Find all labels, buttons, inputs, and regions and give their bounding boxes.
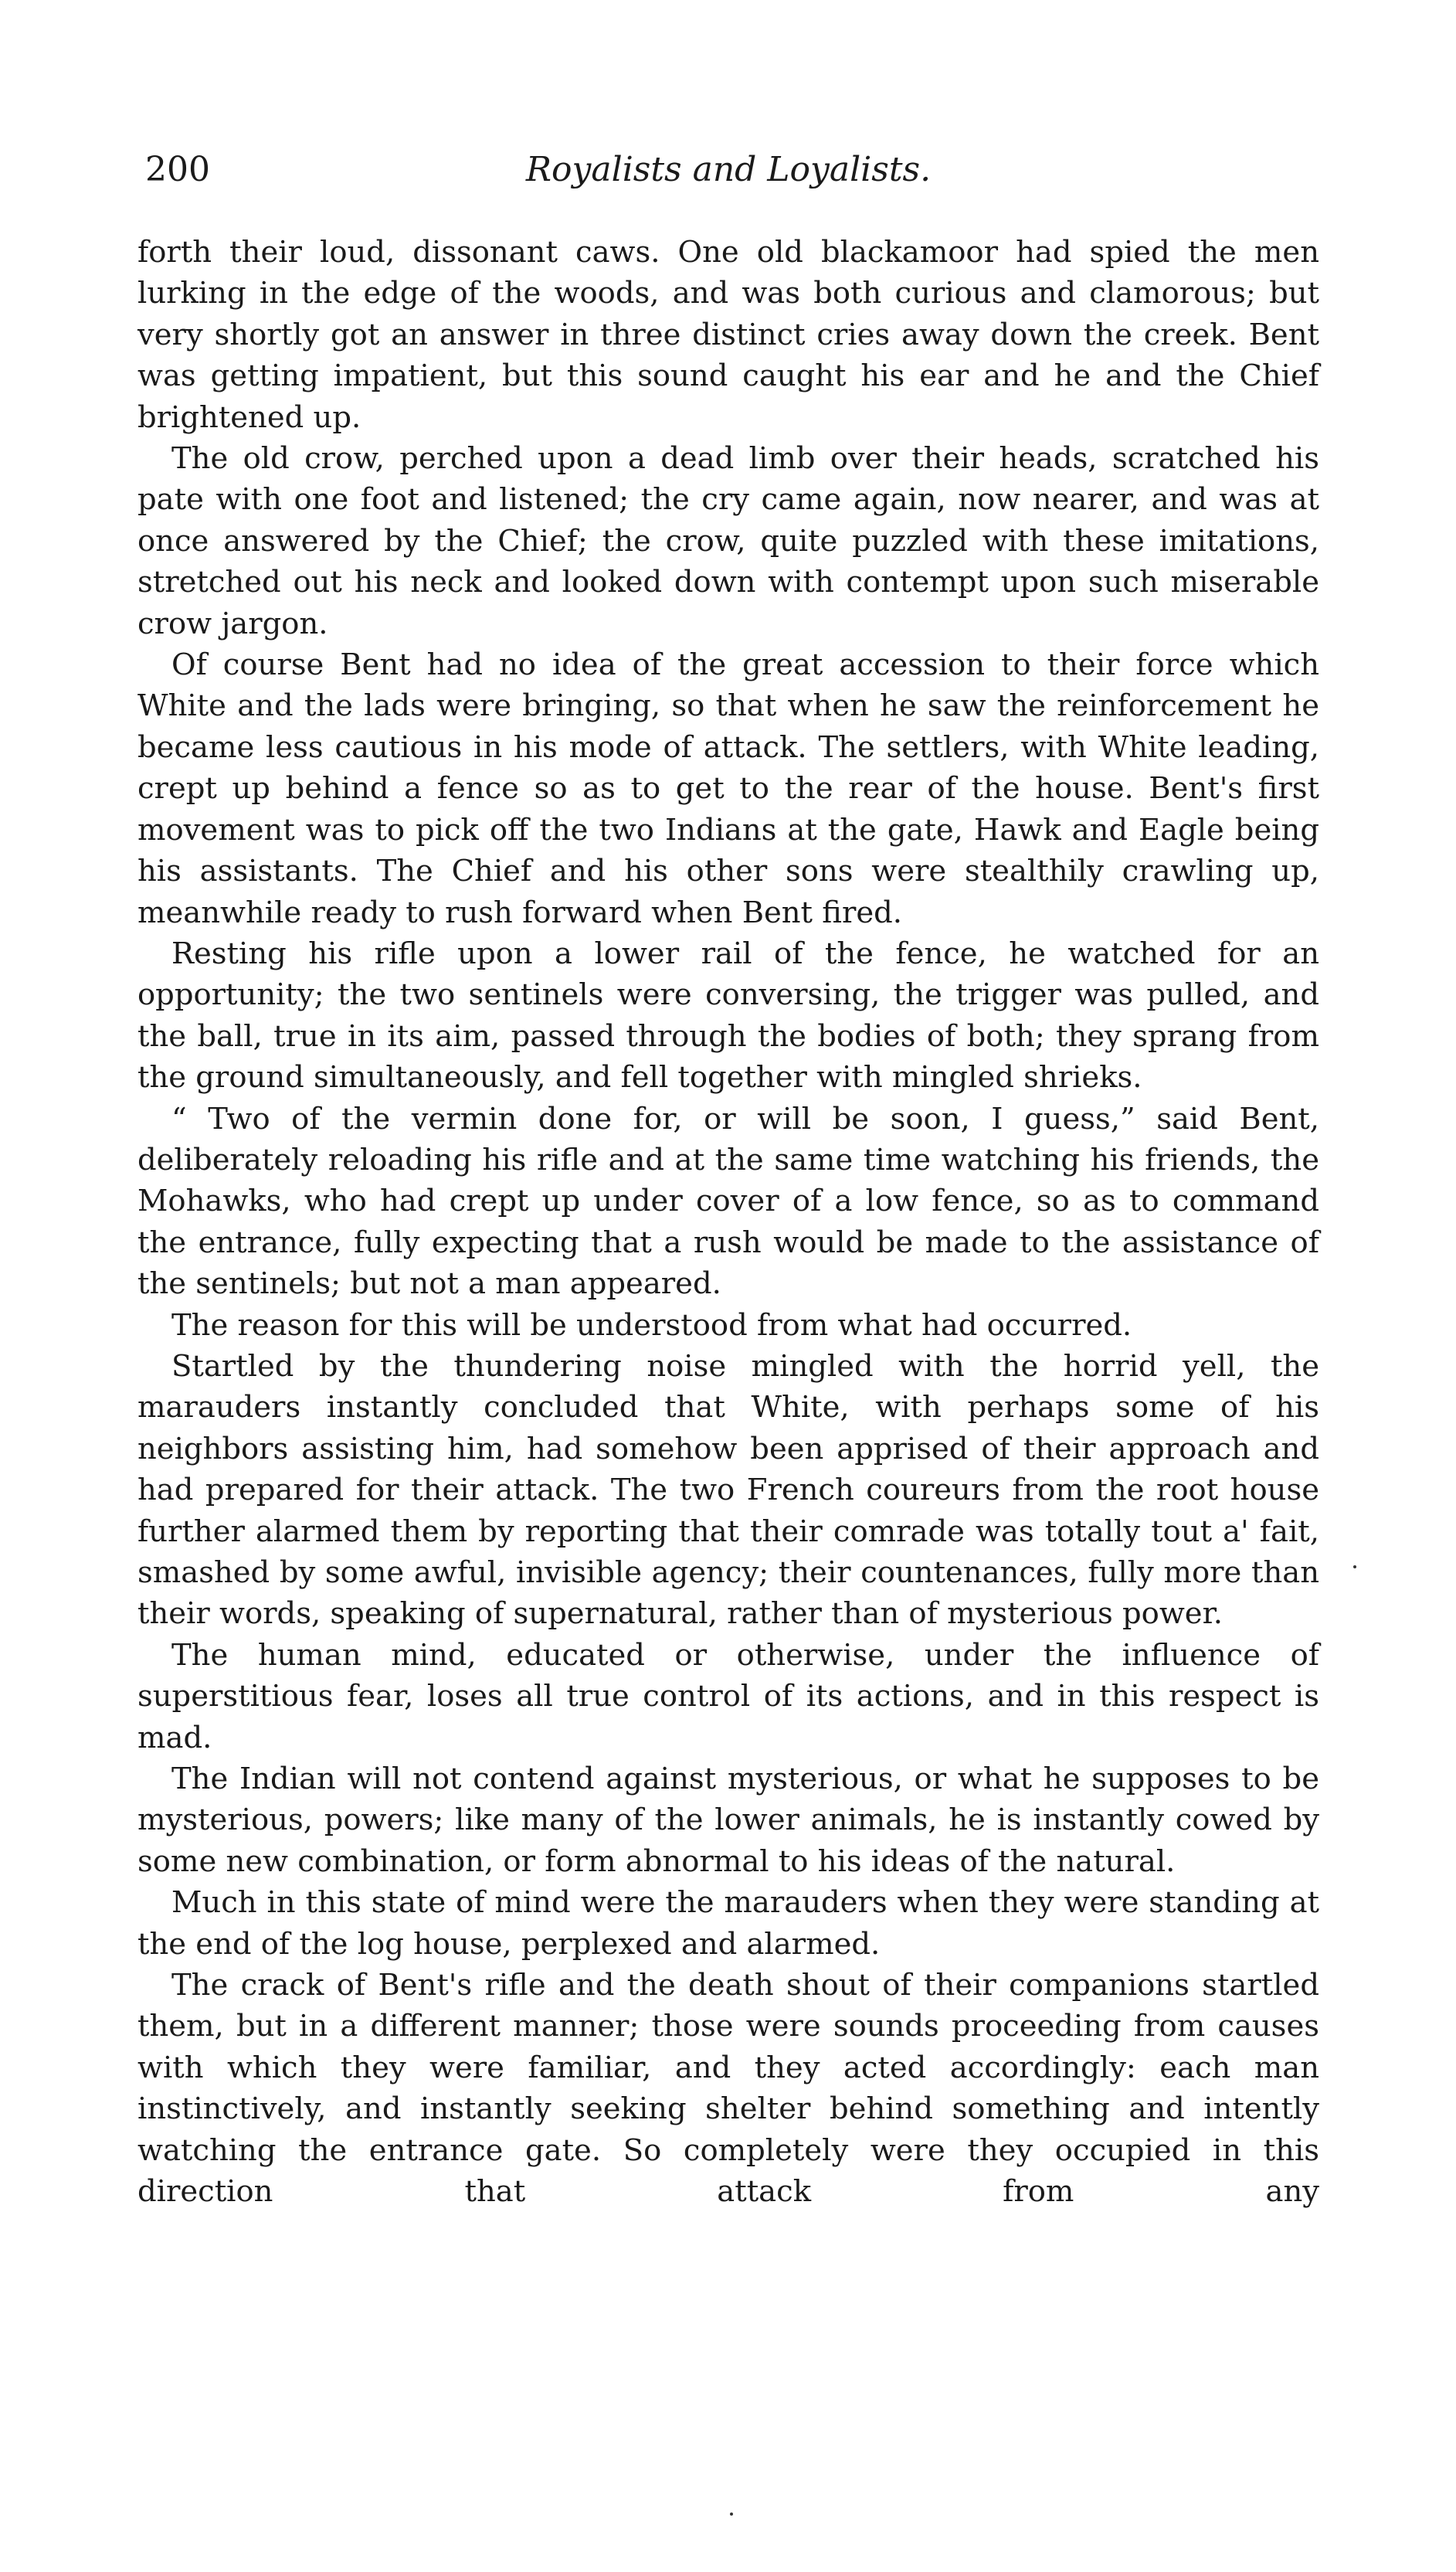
page-header: [137, 147, 1319, 201]
paragraph: The Indian will not contend against mysterious, or what he supposes to be mysterious, powers; like many of the lower animals, he is instantly cowed by some new combination, or form abnormal to his ideas of the natural.: [137, 1762, 1319, 1879]
paragraph: The reason for this will be understood from what had occurred.: [171, 1307, 1132, 1343]
page-number: 200: [145, 150, 210, 189]
paragraph: Resting his rifle upon a lower rail of the fence, he watched for an opportunity; the two sentinels were conversing, the trigger was pulled, and the ball, true in its aim, passed through the bodies of both; they sprang from the ground simultaneously, and fell together with mingled shrieks.: [137, 936, 1319, 1096]
paragraph: “ Two of the vermin done for, or will be soon, I guess,” said Bent, deliberately reloading his rifle and at the same time watching his friends, the Mohawks, who had crept up under cover of a low fence, so as to command the entrance, fully expecting that a rush would be made to the assistance of the sentinels; but not a man appeared.: [137, 1101, 1319, 1302]
print-speck: [730, 2513, 733, 2516]
running-title: Royalists and Loyalists.: [525, 150, 932, 189]
paragraph: The crack of Bent's rifle and the death shout of their companions startled them, but in a different manner; those were sounds proceeding from causes with which they were familiar, and they acted accordingly: each man instinctively, and instantly seeking shelter behind something and intently watching the entrance gate. So completely were they occupied in this direction that attack from any: [137, 1968, 1319, 2210]
print-speck: [1353, 1565, 1356, 1568]
paragraph: The human mind, educated or otherwise, under the influence of superstitious fear, loses all true control of its actions, and in this respect is mad.: [137, 1637, 1319, 1755]
paragraph: forth their loud, dissonant caws. One old blackamoor had spied the men lurking in the edge of the woods, and was both curious and clamorous; but very shortly got an answer in three distinct cries away down the creek. Bent was getting impatient, but this sound caught his ear and he and the Chief brightened up.: [137, 235, 1319, 435]
paragraph: Much in this state of mind were the marauders when they were standing at the end of the log house, perplexed and alarmed.: [137, 1885, 1319, 1962]
paragraph: Startled by the thundering noise mingled with the horrid yell, the marauders instantly concluded that White, with perhaps some of his neighbors assisting him, had somehow been apprised of their approach and had prepared for their attack. The two French coureurs from the root house further alarmed them by reporting that their comrade was totally tout a' fait, smashed by some awful, invisible agency; their countenances, fully more than their words, speaking of supernatural, rather than of mysterious power.: [137, 1348, 1319, 1632]
body-text: [137, 232, 1319, 2213]
paragraph: Of course Bent had no idea of the great accession to their force which White and the lads were bringing, so that when he saw the reinforcement he became less cautious in his mode of attack. The settlers, with White leading, crept up behind a fence so as to get to the rear of the house. Bent's first movement was to pick off the two Indians at the gate, Hawk and Eagle being his assistants. The Chief and his other sons were stealthily crawling up, meanwhile ready to rush forward when Bent fired.: [137, 647, 1319, 930]
paragraph: The old crow, perched upon a dead limb over their heads, scratched his pate with one foot and listened; the cry came again, now nearer, and was at once answered by the Chief; the crow, quite puzzled with these imitations, stretched out his neck and looked down with contempt upon such miserable crow jargon.: [137, 441, 1319, 641]
